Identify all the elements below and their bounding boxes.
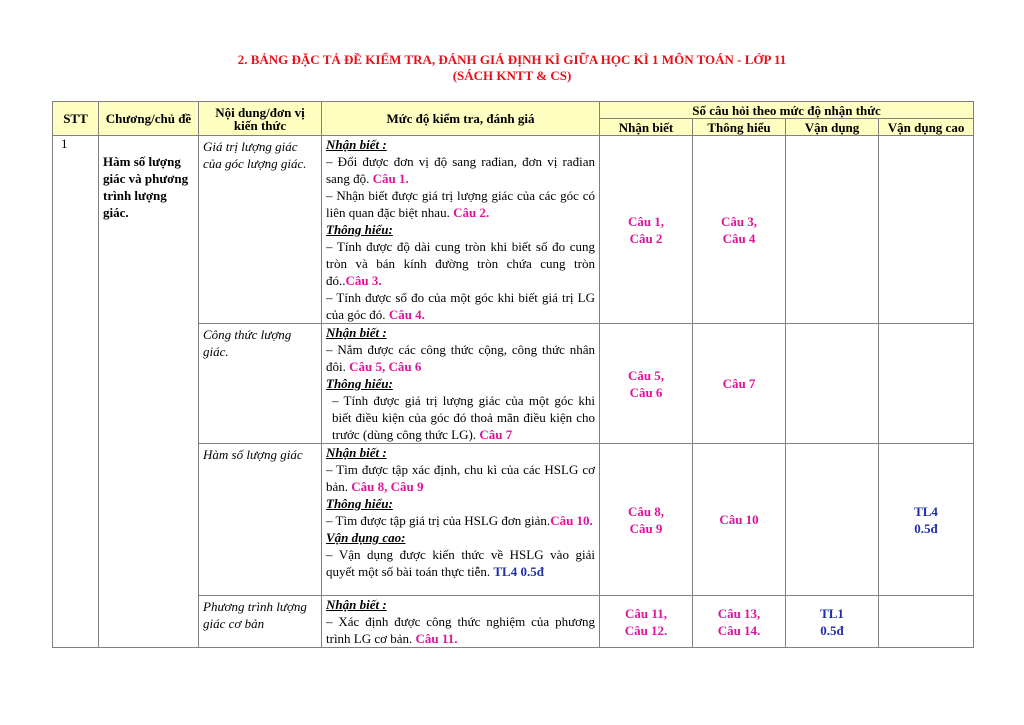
criterion-text: – Nắm được các công thức cộng, công thức nhân đôi. [326, 342, 595, 374]
assessment-description [322, 136, 600, 324]
criterion-line [326, 187, 595, 221]
count-van-dung-cao [879, 444, 974, 596]
chapter-name: Hàm số lượng giác và phương trình lượng giác. [99, 136, 199, 648]
criterion-text: – Vận dụng được kiến thức về HSLG vào giải quyết một số bài toán thực tiễn. [326, 547, 595, 579]
criterion-line [326, 512, 595, 529]
criterion-text: – Xác định được công thức nghiệm của phương trình LG cơ bản. [326, 614, 595, 646]
assessment-description [322, 324, 600, 444]
count-nhan-biet [600, 596, 693, 648]
title-line-1: 2. BẢNG ĐẶC TẢ ĐỀ KIỂM TRA, ĐÁNH GIÁ ĐỊNH KÌ GIỮA HỌC KÌ 1 MÔN TOÁN - LỚP 11 [237, 52, 787, 67]
level-label [326, 444, 595, 461]
question-label: TL4 [914, 503, 938, 519]
level-label-text: Thông hiểu: [326, 496, 393, 511]
question-label: Câu 13, [717, 605, 761, 621]
level-label-text: Nhận biết : [326, 597, 387, 612]
count-van-dung-cao [879, 324, 974, 444]
question-reference: Câu 7 [479, 427, 513, 442]
criterion-line [326, 546, 595, 580]
assessment-description [322, 596, 600, 648]
count-thong-hieu [693, 324, 786, 444]
criterion-text: – Đổi được đơn vị độ sang rađian, đơn vị rađian sang độ. [326, 154, 595, 186]
criterion-text: – Tính được độ dài cung tròn khi biết số đo cung tròn và bán kính đường tròn chứa cung tròn đó.. [326, 239, 595, 288]
level-label [326, 324, 595, 341]
question-label: Câu 5, [627, 367, 665, 383]
question-reference: Câu 3. [345, 273, 382, 288]
knowledge-unit: Hàm số lượng giác [199, 444, 322, 596]
question-label: Câu 7 [722, 376, 756, 391]
question-label: Câu 4 [722, 230, 756, 246]
criterion-text: – Tính được giá trị lượng giác của một góc khi biết điều kiện của góc đó thoả mãn điều kiện cho trước (dùng công thức LG). [332, 393, 595, 442]
header-question-count: Số câu hỏi theo mức độ nhận thức [600, 102, 974, 119]
criterion-line [326, 461, 595, 495]
count-nhan-biet [600, 136, 693, 324]
criterion-line [326, 341, 595, 375]
question-label: Câu 12. [624, 622, 668, 638]
criterion-line [326, 289, 595, 323]
level-label-text: Thông hiểu: [326, 222, 393, 237]
assessment-description [322, 444, 600, 596]
question-reference: Câu 4. [388, 307, 425, 322]
header-van-dung: Vận dụng [786, 119, 879, 136]
question-reference: Câu 5, Câu 6 [349, 359, 422, 374]
question-label: Câu 14. [717, 622, 761, 638]
knowledge-unit: Giá trị lượng giác của góc lượng giác. [199, 136, 322, 324]
question-label: Câu 8, [627, 503, 665, 519]
criterion-line [326, 613, 595, 647]
question-label: Câu 2 [629, 230, 663, 246]
knowledge-unit: Phương trình lượng giác cơ bản [199, 596, 322, 648]
count-nhan-biet [600, 444, 693, 596]
level-label-text: Nhận biết : [326, 137, 387, 152]
count-van-dung-cao [879, 596, 974, 648]
count-thong-hieu [693, 596, 786, 648]
level-label-text: Thông hiểu: [326, 376, 393, 391]
table-row [53, 136, 974, 324]
level-label-text: Nhận biết : [326, 445, 387, 460]
level-label [326, 529, 595, 546]
criterion-text: – Nhận biết được giá trị lượng giác của các góc có liên quan đặc biệt nhau. [326, 188, 595, 220]
criterion-text: – Tìm được tập giá trị của HSLG đơn giản. [326, 513, 551, 528]
question-reference: Câu 1. [372, 171, 409, 186]
document-title [0, 52, 1024, 84]
level-label [326, 221, 595, 238]
essay-reference: TL4 0.5đ [493, 564, 544, 579]
level-label [326, 136, 595, 153]
question-label: Câu 6 [629, 384, 663, 400]
header-stt: STT [53, 102, 99, 136]
question-label: Câu 11, [625, 605, 667, 621]
count-van-dung-cao [879, 136, 974, 324]
question-reference: Câu 11. [415, 631, 458, 646]
count-nhan-biet [600, 324, 693, 444]
specification-table [52, 101, 974, 648]
question-reference: Câu 2. [453, 205, 490, 220]
table-body [53, 136, 974, 648]
row-stt: 1 [53, 136, 99, 648]
question-reference: Câu 8, Câu 9 [351, 479, 424, 494]
count-thong-hieu [693, 444, 786, 596]
header-chapter: Chương/chủ đề [99, 102, 199, 136]
title-line-2: (SÁCH KNTT & CS) [452, 68, 572, 83]
count-van-dung [786, 596, 879, 648]
question-label: TL1 [820, 605, 844, 621]
question-label: 0.5đ [820, 622, 844, 638]
level-label [326, 495, 595, 512]
question-label: Câu 1, [627, 213, 665, 229]
header-thong-hieu: Thông hiểu [693, 119, 786, 136]
question-reference: Câu 10. [550, 513, 593, 528]
header-van-dung-cao: Vận dụng cao [879, 119, 974, 136]
count-van-dung [786, 136, 879, 324]
count-van-dung [786, 324, 879, 444]
criterion-line [326, 392, 595, 443]
question-label: Câu 10 [719, 512, 759, 527]
criterion-text: – Tìm được tập xác định, chu kì của các HSLG cơ bản. [326, 462, 595, 494]
header-nhan-biet: Nhận biết [600, 119, 693, 136]
criterion-line [326, 238, 595, 289]
count-van-dung [786, 444, 879, 596]
count-thong-hieu [693, 136, 786, 324]
header-content: Nội dung/đơn vị kiến thức [199, 102, 322, 136]
knowledge-unit: Công thức lượng giác. [199, 324, 322, 444]
criterion-text: – Tính được số đo của một góc khi biết giá trị LG của góc đó. [326, 290, 595, 322]
header-assessment: Mức độ kiểm tra, đánh giá [322, 102, 600, 136]
question-label: 0.5đ [914, 520, 938, 536]
level-label-text: Vận dụng cao: [326, 530, 406, 545]
level-label [326, 375, 595, 392]
question-label: Câu 3, [720, 213, 758, 229]
level-label [326, 596, 595, 613]
question-label: Câu 9 [629, 520, 663, 536]
level-label-text: Nhận biết : [326, 325, 387, 340]
criterion-line [326, 153, 595, 187]
